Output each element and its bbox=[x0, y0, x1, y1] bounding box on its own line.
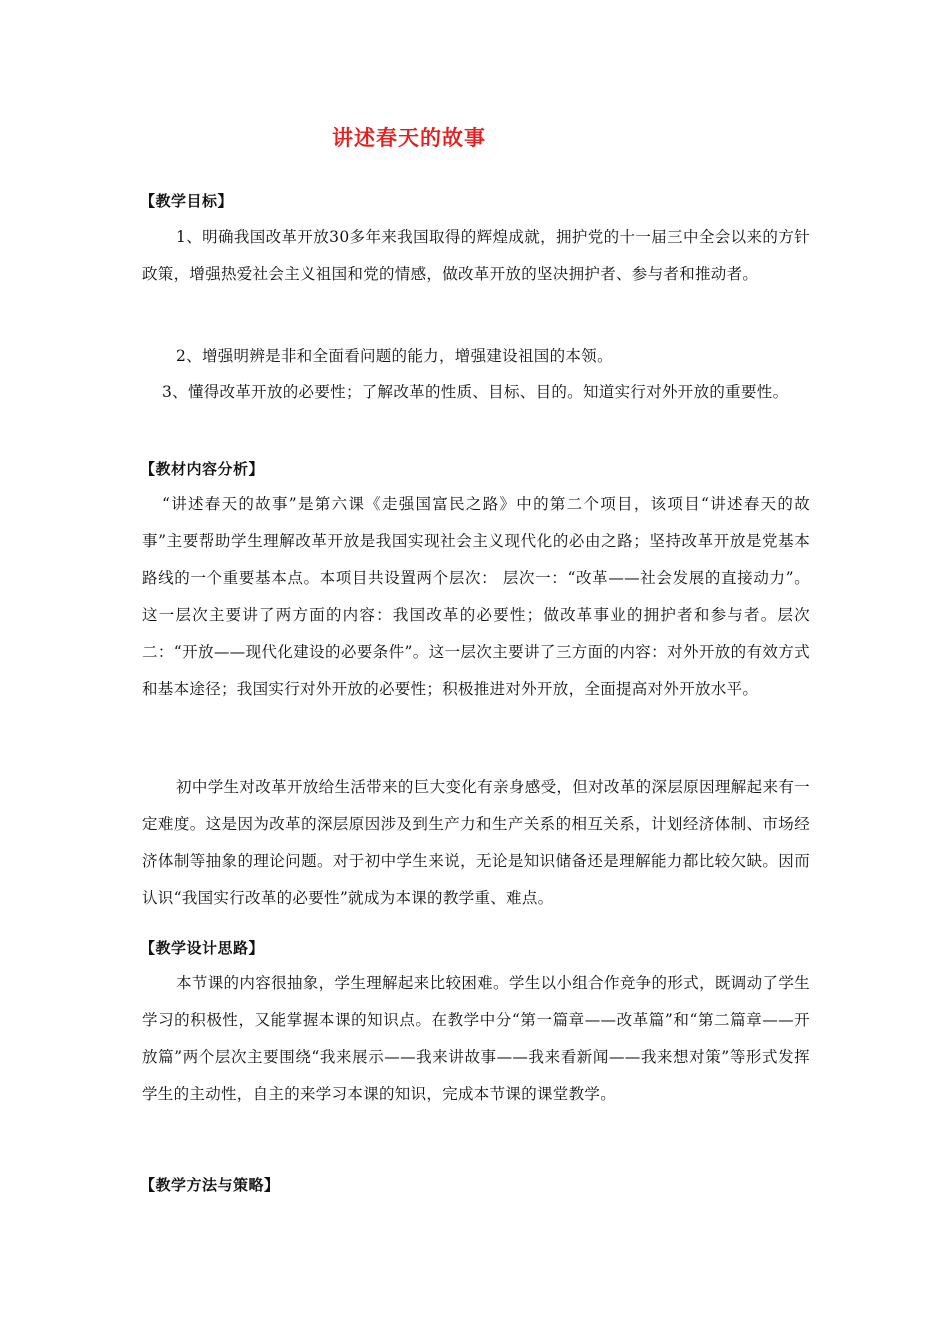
analysis-paragraph-2: 初中学生对改革开放给生活带来的巨大变化有亲身感受，但对改革的深层原因理解起来有一定难度。这是因为改革的深层原因涉及到生产力和生产关系的相互关系，计划经济体制、市场经济体制等抽象的理论问题。对于初中学生来说，无论是知识储备还是理解能力都比较欠缺。因而认识“我国实行改革的必要性”就成为本课的教学重、难点。 bbox=[142, 778, 810, 907]
section-heading-design: 【教学设计思路】 bbox=[140, 939, 265, 957]
section-heading-goals: 【教学目标】 bbox=[140, 192, 234, 210]
document-title: 讲述春天的故事 bbox=[332, 126, 486, 150]
goal-item-2: 2、增强明辨是非和全面看问题的能力，增强建设祖国的本领。 bbox=[176, 347, 613, 365]
section-heading-analysis: 【教材内容分析】 bbox=[140, 460, 265, 478]
section-heading-methods: 【教学方法与策略】 bbox=[140, 1176, 280, 1194]
design-paragraph: 本节课的内容很抽象，学生理解起来比较困难。学生以小组合作竞争的形式，既调动了学生学习的积极性，又能掌握本课的知识点。在教学中分“第一篇章——改革篇”和“第二篇章——开放篇”两个层次主要围绕“我来展示——我来讲故事——我来看新闻——我来想对策”等形式发挥学生的主动性，自主的来学习本课的知识，完成本节课的课堂教学。 bbox=[142, 974, 810, 1103]
goal-item-3: 3、懂得改革开放的必要性；了解改革的性质、目标、目的。知道实行对外开放的重要性。 bbox=[162, 383, 789, 401]
goal-item-1: 1、明确我国改革开放30多年来我国取得的辉煌成就，拥护党的十一届三中全会以来的方针政策，增强热爱社会主义祖国和党的情感，做改革开放的坚决拥护者、参与者和推动者。 bbox=[142, 228, 810, 283]
analysis-paragraph-1: “讲述春天的故事”是第六课《走强国富民之路》中的第二个项目，该项目“讲述春天的故事”主要帮助学生理解改革开放是我国实现社会主义现代化的必由之路；坚持改革开放是党基本路线的一个重要基本点。本项目共设置两个层次： 层次一：“改革——社会发展的直接动力”。这一层次主要讲了两方面的内容：我国改革的必要性；做改革事业的拥护者和参与者。层次二：“开放——现代化建设的必要条件”。这一层次主要讲了三方面的内容：对外开放的有效方式和基本途径；我国实行对外开放的必要性；积极推进对外开放，全面提高对外开放水平。 bbox=[142, 495, 810, 698]
